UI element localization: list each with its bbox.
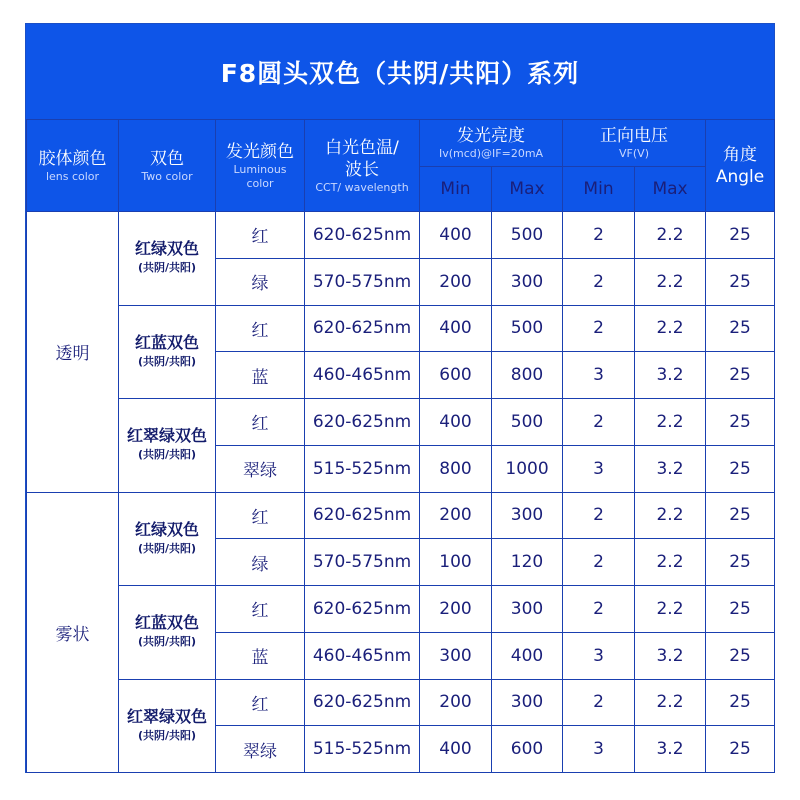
iv-min-cell: 600: [420, 352, 492, 399]
iv-max-cell: 300: [492, 258, 563, 305]
iv-max-cell: 500: [492, 305, 563, 352]
two-color-note: (共阴/共阳): [137, 635, 197, 649]
iv-min-cell: 100: [420, 539, 492, 586]
angle-cell: 25: [706, 492, 775, 539]
iv-max-cell: 500: [492, 212, 563, 259]
angle-cell: 25: [706, 212, 775, 259]
two-color-note: (共阴/共阳): [137, 541, 197, 555]
vf-max-cell: 2.2: [635, 586, 706, 633]
vf-max-cell: 2.2: [635, 539, 706, 586]
angle-cell: 25: [706, 352, 775, 399]
iv-min-cell: 200: [420, 679, 492, 726]
iv-min-cell: 200: [420, 258, 492, 305]
table-row: [27, 399, 775, 446]
header-iv-min: Min: [420, 167, 492, 212]
vf-max-cell: 2.2: [635, 679, 706, 726]
two-color-name: 红蓝双色: [134, 332, 199, 352]
page-title: F8圆头双色（共阴/共阳）系列: [26, 24, 774, 119]
wavelength-cell: 620-625nm: [305, 399, 420, 446]
vf-min-cell: 3: [563, 632, 635, 679]
luminous-color-cell: 红: [216, 212, 305, 259]
two-color-cell: [119, 492, 216, 586]
two-color-cell: [119, 212, 216, 306]
vf-min-cell: 2: [563, 305, 635, 352]
angle-cell: 25: [706, 632, 775, 679]
wavelength-cell: 515-525nm: [305, 726, 420, 773]
two-color-note: (共阴/共阳): [137, 354, 197, 368]
angle-cell: 25: [706, 679, 775, 726]
wavelength-cell: 570-575nm: [305, 539, 420, 586]
vf-min-cell: 2: [563, 258, 635, 305]
two-color-name: 红绿双色: [134, 519, 199, 539]
vf-min-cell: 2: [563, 539, 635, 586]
header-brightness: 发光亮度 Iv(mcd)@IF=20mA: [420, 120, 563, 167]
angle-cell: 25: [706, 726, 775, 773]
iv-max-cell: 500: [492, 399, 563, 446]
lens-color-cell: 透明: [27, 212, 119, 493]
luminous-color-cell: 红: [216, 399, 305, 446]
iv-min-cell: 400: [420, 726, 492, 773]
luminous-color-cell: 绿: [216, 258, 305, 305]
vf-max-cell: 2.2: [635, 258, 706, 305]
iv-max-cell: 400: [492, 632, 563, 679]
wavelength-cell: 620-625nm: [305, 212, 420, 259]
header-voltage: 正向电压 VF(V): [563, 120, 706, 167]
header-angle: 角度 Angle: [706, 120, 775, 212]
iv-max-cell: 300: [492, 492, 563, 539]
header-vf-min: Min: [563, 167, 635, 212]
header-luminous-color: 发光颜色 Luminous color: [216, 120, 305, 212]
vf-min-cell: 2: [563, 399, 635, 446]
iv-min-cell: 300: [420, 632, 492, 679]
vf-min-cell: 2: [563, 492, 635, 539]
luminous-color-cell: 翠绿: [216, 445, 305, 492]
wavelength-cell: 515-525nm: [305, 445, 420, 492]
angle-cell: 25: [706, 586, 775, 633]
vf-max-cell: 3.2: [635, 726, 706, 773]
vf-min-cell: 2: [563, 679, 635, 726]
table-row: [27, 305, 775, 352]
header-iv-max: Max: [492, 167, 563, 212]
luminous-color-cell: 红: [216, 679, 305, 726]
iv-max-cell: 1000: [492, 445, 563, 492]
wavelength-cell: 620-625nm: [305, 492, 420, 539]
table-row: [27, 679, 775, 726]
two-color-note: (共阴/共阳): [137, 728, 197, 742]
header-lens-color: 胶体颜色 lens color: [27, 120, 119, 212]
iv-max-cell: 120: [492, 539, 563, 586]
wavelength-cell: 620-625nm: [305, 305, 420, 352]
vf-max-cell: 3.2: [635, 352, 706, 399]
two-color-cell: [119, 586, 216, 680]
table-row: [27, 212, 775, 259]
luminous-color-cell: 红: [216, 586, 305, 633]
header-cct: 白光色温/波长 CCT/ wavelength: [305, 120, 420, 212]
iv-max-cell: 300: [492, 679, 563, 726]
vf-min-cell: 3: [563, 445, 635, 492]
wavelength-cell: 460-465nm: [305, 352, 420, 399]
wavelength-cell: 620-625nm: [305, 586, 420, 633]
vf-max-cell: 2.2: [635, 305, 706, 352]
luminous-color-cell: 红: [216, 492, 305, 539]
table-row: [27, 586, 775, 633]
two-color-note: (共阴/共阳): [137, 448, 197, 462]
vf-min-cell: 2: [563, 212, 635, 259]
two-color-name: 红绿双色: [134, 239, 199, 259]
vf-max-cell: 2.2: [635, 492, 706, 539]
iv-min-cell: 400: [420, 212, 492, 259]
two-color-note: (共阴/共阳): [137, 261, 197, 275]
two-color-name: 红蓝双色: [134, 613, 199, 633]
two-color-cell: [119, 679, 216, 773]
wavelength-cell: 460-465nm: [305, 632, 420, 679]
spec-table: [26, 119, 775, 773]
table-row: [27, 492, 775, 539]
iv-min-cell: 400: [420, 305, 492, 352]
header-two-color: 双色 Two color: [119, 120, 216, 212]
iv-min-cell: 200: [420, 586, 492, 633]
angle-cell: 25: [706, 399, 775, 446]
iv-min-cell: 800: [420, 445, 492, 492]
lens-color-cell: 雾状: [27, 492, 119, 773]
angle-cell: 25: [706, 305, 775, 352]
vf-max-cell: 3.2: [635, 445, 706, 492]
angle-cell: 25: [706, 445, 775, 492]
two-color-cell: [119, 399, 216, 493]
angle-cell: 25: [706, 539, 775, 586]
angle-cell: 25: [706, 258, 775, 305]
spec-sheet: [25, 23, 775, 773]
luminous-color-cell: 绿: [216, 539, 305, 586]
luminous-color-cell: 翠绿: [216, 726, 305, 773]
iv-max-cell: 600: [492, 726, 563, 773]
vf-max-cell: 3.2: [635, 632, 706, 679]
vf-max-cell: 2.2: [635, 399, 706, 446]
iv-max-cell: 300: [492, 586, 563, 633]
vf-min-cell: 2: [563, 586, 635, 633]
vf-max-cell: 2.2: [635, 212, 706, 259]
iv-min-cell: 200: [420, 492, 492, 539]
luminous-color-cell: 蓝: [216, 352, 305, 399]
header-vf-max: Max: [635, 167, 706, 212]
two-color-cell: [119, 305, 216, 399]
luminous-color-cell: 蓝: [216, 632, 305, 679]
two-color-name: 红翠绿双色: [126, 426, 207, 446]
iv-min-cell: 400: [420, 399, 492, 446]
two-color-name: 红翠绿双色: [126, 706, 207, 726]
iv-max-cell: 800: [492, 352, 563, 399]
wavelength-cell: 570-575nm: [305, 258, 420, 305]
spec-table-body: [27, 212, 775, 773]
vf-min-cell: 3: [563, 352, 635, 399]
vf-min-cell: 3: [563, 726, 635, 773]
wavelength-cell: 620-625nm: [305, 679, 420, 726]
luminous-color-cell: 红: [216, 305, 305, 352]
